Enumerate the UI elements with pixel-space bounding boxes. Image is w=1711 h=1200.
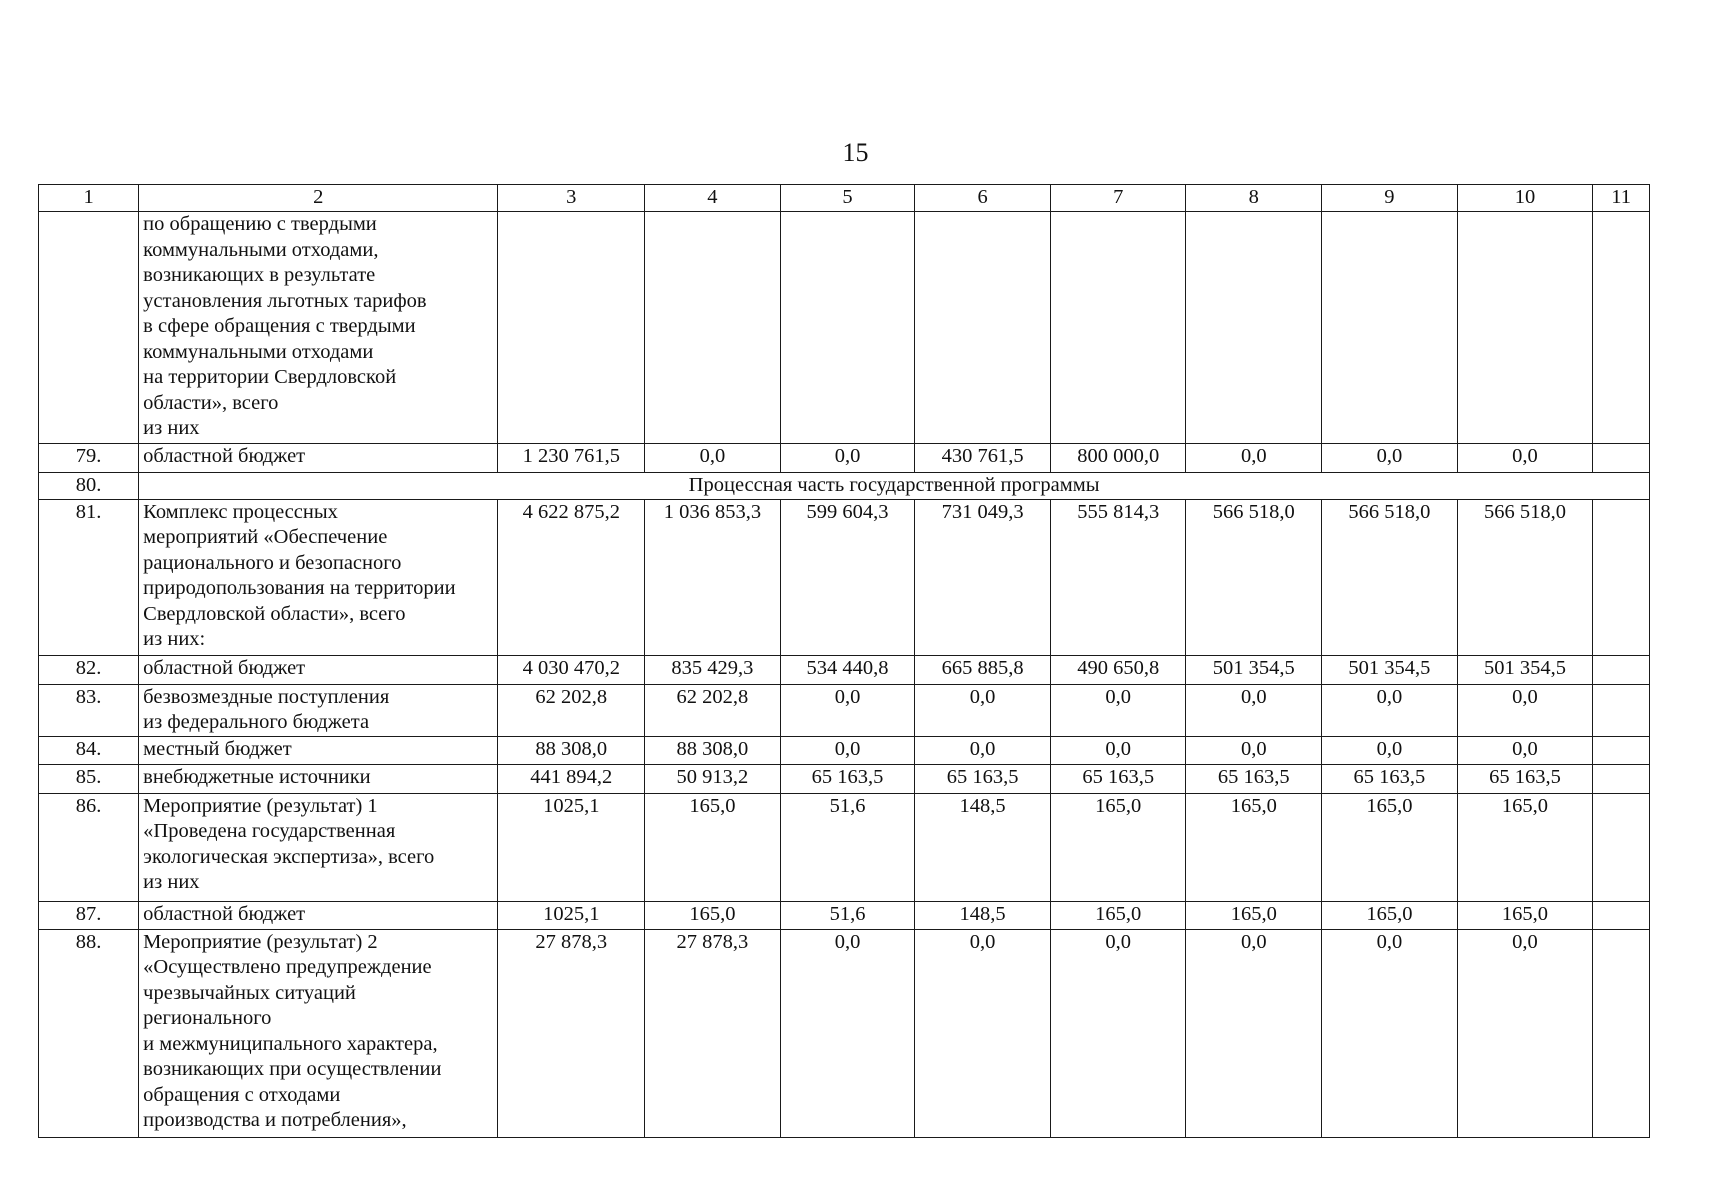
value-cell-col-5: 599 604,3 <box>780 499 915 655</box>
row-number: 88. <box>39 929 139 1137</box>
row-number: 80. <box>39 473 139 500</box>
value-cell-col-10: 0,0 <box>1457 736 1593 764</box>
value-cell-col-6: 148,5 <box>915 901 1051 929</box>
value-cell-col-3: 27 878,3 <box>498 929 645 1137</box>
row-name-line: установления льготных тарифов <box>143 289 427 312</box>
value-cell-col-9: 65 163,5 <box>1322 764 1458 793</box>
value-cell-col-10: 165,0 <box>1457 793 1593 901</box>
value-cell-col-9: 566 518,0 <box>1322 499 1458 655</box>
value-cell-col-11 <box>1593 499 1650 655</box>
row-name-line: Мероприятие (результат) 1 <box>143 794 378 817</box>
value-cell-col-7: 0,0 <box>1050 684 1186 736</box>
row-name-line: «Проведена государственная <box>143 820 396 842</box>
value-cell-col-3: 88 308,0 <box>498 736 645 764</box>
value-cell-col-9: 0,0 <box>1322 444 1458 473</box>
table-row <box>39 764 1650 793</box>
budget-table <box>38 184 1650 1138</box>
row-number: 83. <box>39 684 139 736</box>
value-cell-col-7: 490 650,8 <box>1050 655 1186 684</box>
row-name-line: мероприятий «Обеспечение <box>143 526 388 548</box>
value-cell-col-6: 430 761,5 <box>915 444 1051 473</box>
value-cell-col-6: 0,0 <box>915 736 1051 764</box>
value-cell-col-8: 165,0 <box>1186 901 1322 929</box>
value-cell-col-3: 1025,1 <box>498 793 645 901</box>
row-name-line: областной бюджет <box>143 902 306 925</box>
value-cell-col-7: 165,0 <box>1050 793 1186 901</box>
row-name-line: области», всего <box>143 391 279 414</box>
col-header-10: 10 <box>1457 185 1593 212</box>
value-cell-col-11 <box>1593 444 1650 473</box>
value-cell-col-5: 0,0 <box>780 929 915 1137</box>
value-cell-col-5: 0,0 <box>780 736 915 764</box>
value-cell-col-3: 4 622 875,2 <box>498 499 645 655</box>
row-name-line: и межмуниципального характера, <box>143 1032 438 1055</box>
value-cell-col-8: 0,0 <box>1186 929 1322 1137</box>
row-number: 82. <box>39 655 139 684</box>
value-cell-col-8: 0,0 <box>1186 444 1322 473</box>
value-cell-col-4 <box>645 212 781 444</box>
value-cell-col-9: 0,0 <box>1322 736 1458 764</box>
row-name <box>139 736 498 764</box>
row-name <box>139 929 498 1137</box>
row-name-line: Комплекс процессных <box>143 500 338 523</box>
col-header-4: 4 <box>645 185 781 212</box>
row-name-line: экологическая экспертиза», всего <box>143 845 435 868</box>
col-header-6: 6 <box>915 185 1051 212</box>
value-cell-col-4: 835 429,3 <box>645 655 781 684</box>
value-cell-col-8: 0,0 <box>1186 736 1322 764</box>
value-cell-col-11 <box>1593 684 1650 736</box>
row-number: 81. <box>39 499 139 655</box>
row-name <box>139 764 498 793</box>
col-header-8: 8 <box>1186 185 1322 212</box>
row-number: 84. <box>39 736 139 764</box>
value-cell-col-4: 1 036 853,3 <box>645 499 781 655</box>
value-cell-col-4: 0,0 <box>645 444 781 473</box>
row-name-line: из федерального бюджета <box>143 711 370 733</box>
value-cell-col-11 <box>1593 736 1650 764</box>
value-cell-col-5: 65 163,5 <box>780 764 915 793</box>
row-number <box>39 212 139 444</box>
row-name-line: по обращению с твердыми <box>143 213 377 235</box>
row-number: 85. <box>39 764 139 793</box>
value-cell-col-10: 0,0 <box>1457 444 1593 473</box>
section-heading: Процессная часть государственной программы <box>139 473 1650 500</box>
row-number: 79. <box>39 444 139 473</box>
value-cell-col-8: 165,0 <box>1186 793 1322 901</box>
table-row <box>39 444 1650 473</box>
value-cell-col-11 <box>1593 655 1650 684</box>
row-name-line: на территории Свердловской <box>143 366 397 388</box>
row-name-line: местный бюджет <box>143 737 292 760</box>
value-cell-col-8: 0,0 <box>1186 684 1322 736</box>
row-name-line: в сфере обращения с твердыми <box>143 315 416 337</box>
column-number-row <box>39 185 1650 212</box>
value-cell-col-3: 1025,1 <box>498 901 645 929</box>
value-cell-col-6: 148,5 <box>915 793 1051 901</box>
value-cell-col-3: 4 030 470,2 <box>498 655 645 684</box>
table-row <box>39 655 1650 684</box>
row-name-line: областной бюджет <box>143 656 306 679</box>
row-name <box>139 499 498 655</box>
row-name-line: коммунальными отходами, <box>143 238 379 261</box>
row-name-line: возникающих при осуществлении <box>143 1058 442 1080</box>
value-cell-col-10: 65 163,5 <box>1457 764 1593 793</box>
table-row <box>39 901 1650 929</box>
value-cell-col-6: 0,0 <box>915 684 1051 736</box>
row-name-line: производства и потребления», <box>143 1109 407 1131</box>
value-cell-col-11 <box>1593 929 1650 1137</box>
value-cell-col-8 <box>1186 212 1322 444</box>
value-cell-col-6 <box>915 212 1051 444</box>
value-cell-col-9: 0,0 <box>1322 684 1458 736</box>
row-name-line: коммунальными отходами <box>143 340 374 363</box>
row-name-line: областной бюджет <box>143 445 306 467</box>
value-cell-col-10: 566 518,0 <box>1457 499 1593 655</box>
value-cell-col-8: 65 163,5 <box>1186 764 1322 793</box>
row-name-line: из них <box>143 417 200 439</box>
value-cell-col-7: 0,0 <box>1050 736 1186 764</box>
value-cell-col-11 <box>1593 793 1650 901</box>
value-cell-col-11 <box>1593 212 1650 444</box>
row-name-line: Свердловской области», всего <box>143 602 406 625</box>
value-cell-col-8: 566 518,0 <box>1186 499 1322 655</box>
row-name-line: природопользования на территории <box>143 577 456 599</box>
value-cell-col-6: 65 163,5 <box>915 764 1051 793</box>
value-cell-col-5: 0,0 <box>780 684 915 736</box>
value-cell-col-9: 165,0 <box>1322 901 1458 929</box>
value-cell-col-10 <box>1457 212 1593 444</box>
table-row <box>39 473 1650 500</box>
row-number: 86. <box>39 793 139 901</box>
value-cell-col-7: 65 163,5 <box>1050 764 1186 793</box>
value-cell-col-3: 441 894,2 <box>498 764 645 793</box>
table-row <box>39 684 1650 736</box>
value-cell-col-5 <box>780 212 915 444</box>
value-cell-col-6: 0,0 <box>915 929 1051 1137</box>
value-cell-col-9: 0,0 <box>1322 929 1458 1137</box>
value-cell-col-6: 731 049,3 <box>915 499 1051 655</box>
value-cell-col-11 <box>1593 764 1650 793</box>
value-cell-col-4: 165,0 <box>645 793 781 901</box>
value-cell-col-5: 0,0 <box>780 444 915 473</box>
row-name <box>139 793 498 901</box>
row-number: 87. <box>39 901 139 929</box>
col-header-1: 1 <box>39 185 139 212</box>
col-header-9: 9 <box>1322 185 1458 212</box>
value-cell-col-10: 165,0 <box>1457 901 1593 929</box>
row-name-line: из них: <box>143 628 206 650</box>
value-cell-col-3 <box>498 212 645 444</box>
value-cell-col-7: 800 000,0 <box>1050 444 1186 473</box>
value-cell-col-3: 62 202,8 <box>498 684 645 736</box>
row-name <box>139 901 498 929</box>
table-body <box>39 212 1650 1138</box>
table-row <box>39 736 1650 764</box>
value-cell-col-9: 501 354,5 <box>1322 655 1458 684</box>
row-name-line: рационального и безопасного <box>143 551 402 574</box>
value-cell-col-3: 1 230 761,5 <box>498 444 645 473</box>
row-name-line: Мероприятие (результат) 2 <box>143 930 378 953</box>
col-header-3: 3 <box>498 185 645 212</box>
col-header-5: 5 <box>780 185 915 212</box>
value-cell-col-7: 165,0 <box>1050 901 1186 929</box>
value-cell-col-5: 534 440,8 <box>780 655 915 684</box>
value-cell-col-5: 51,6 <box>780 901 915 929</box>
value-cell-col-7 <box>1050 212 1186 444</box>
value-cell-col-11 <box>1593 901 1650 929</box>
value-cell-col-10: 0,0 <box>1457 684 1593 736</box>
row-name-line: возникающих в результате <box>143 264 376 286</box>
row-name-line: регионального <box>143 1007 272 1029</box>
value-cell-col-9: 165,0 <box>1322 793 1458 901</box>
table-row <box>39 212 1650 444</box>
value-cell-col-4: 27 878,3 <box>645 929 781 1137</box>
value-cell-col-8: 501 354,5 <box>1186 655 1322 684</box>
row-name-line: безвозмездные поступления <box>143 685 390 708</box>
value-cell-col-7: 0,0 <box>1050 929 1186 1137</box>
value-cell-col-10: 0,0 <box>1457 929 1593 1137</box>
row-name <box>139 444 498 473</box>
value-cell-col-4: 88 308,0 <box>645 736 781 764</box>
table-row <box>39 929 1650 1137</box>
col-header-2: 2 <box>139 185 498 212</box>
row-name <box>139 684 498 736</box>
row-name <box>139 212 498 444</box>
row-name-line: чрезвычайных ситуаций <box>143 981 356 1004</box>
row-name <box>139 655 498 684</box>
page-number: 15 <box>842 138 869 167</box>
row-name-line: обращения с отходами <box>143 1083 341 1106</box>
value-cell-col-4: 50 913,2 <box>645 764 781 793</box>
row-name-line: из них <box>143 871 200 893</box>
value-cell-col-7: 555 814,3 <box>1050 499 1186 655</box>
col-header-7: 7 <box>1050 185 1186 212</box>
row-name-line: «Осуществлено предупреждение <box>143 956 432 978</box>
value-cell-col-6: 665 885,8 <box>915 655 1051 684</box>
table-row <box>39 499 1650 655</box>
value-cell-col-9 <box>1322 212 1458 444</box>
col-header-11: 11 <box>1593 185 1650 212</box>
value-cell-col-4: 165,0 <box>645 901 781 929</box>
value-cell-col-4: 62 202,8 <box>645 684 781 736</box>
value-cell-col-10: 501 354,5 <box>1457 655 1593 684</box>
value-cell-col-5: 51,6 <box>780 793 915 901</box>
row-name-line: внебюджетные источники <box>143 765 371 788</box>
table-row <box>39 793 1650 901</box>
